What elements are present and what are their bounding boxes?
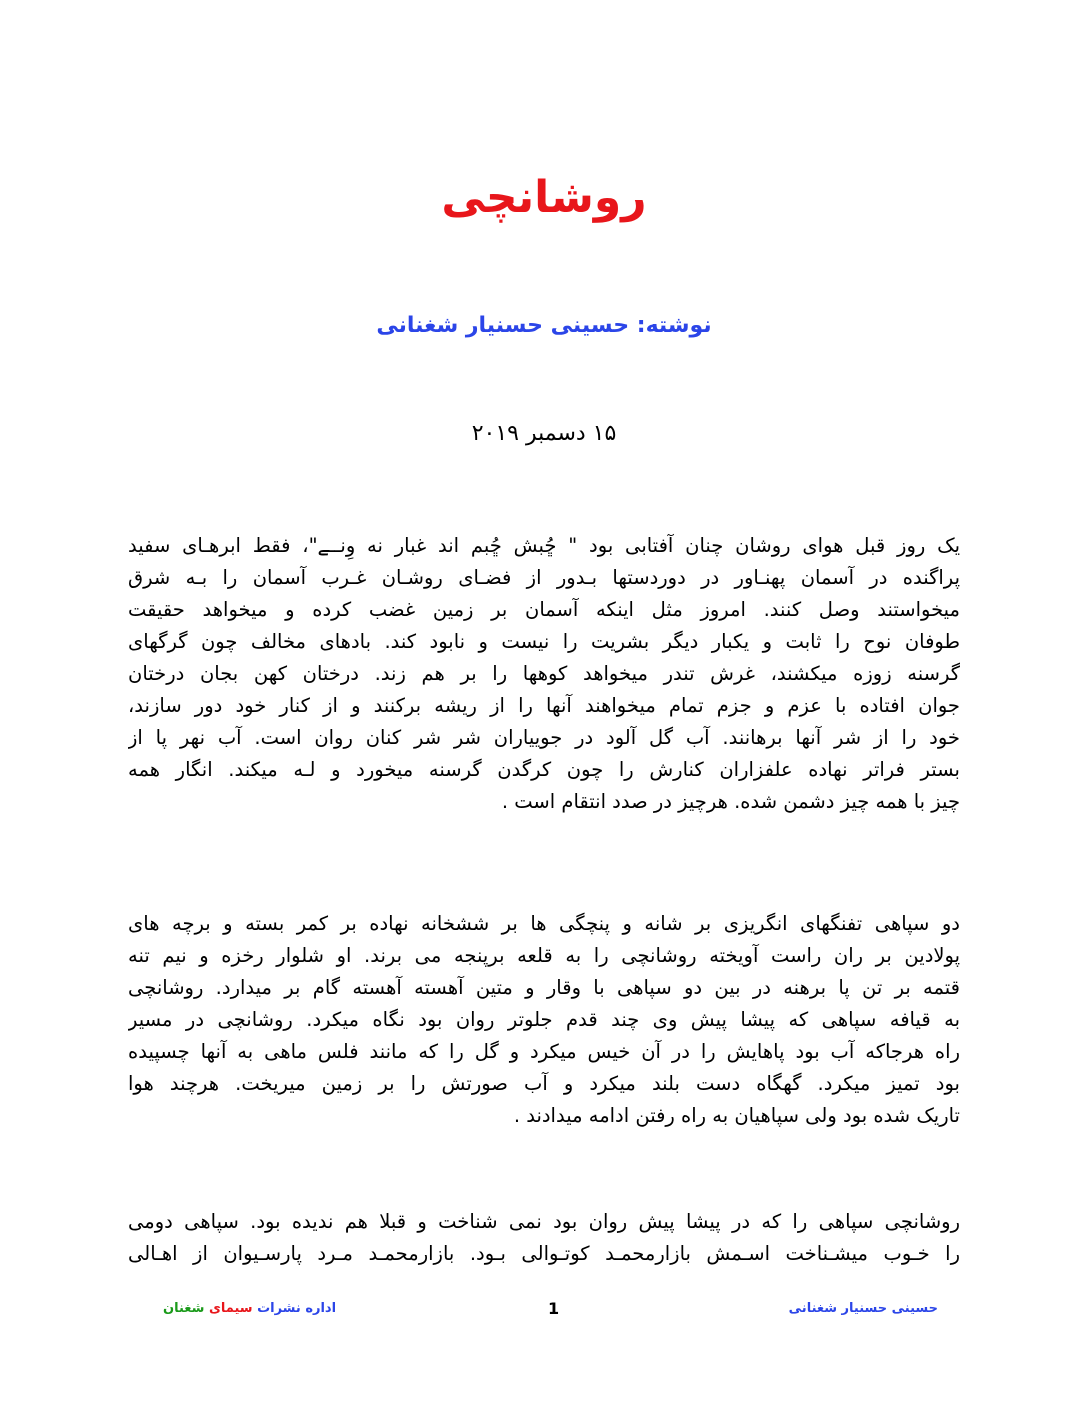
- paragraph-line: قتمه بر تن پا برهنه در بین دو سپاهی با وقار و متین آهسته آهسته گام بر میدارد. روشانچی: [128, 976, 960, 999]
- paragraph-line: پراگنده در آسمان پهنـاور در دوردستها بـدور از فضـای روشـان غـرب آسمان را بـه شرق: [128, 566, 960, 589]
- paragraph-line: تاریک شده بود ولی سپاهیان به راه رفتن ادامه میدادند .: [513, 1104, 960, 1127]
- paragraph-line: بود تمیز میکرد. گهگاه دست بلند میکرد و آب صورتش را بر زمین میریخت. هرچند هوا: [128, 1072, 960, 1095]
- paragraph-line: به قیافه سپاهی که پیشا پیش وی چند قدم جلوتر روان بود نگاه میکرد. روشانچی در مسیر: [128, 1008, 960, 1031]
- footer-publisher: [163, 1294, 336, 1324]
- paragraph-line: بستر فراتر نهاده علفزاران کنارش را چون کرگدن گرسنه میخورد و لـه میکند. انگار همه: [128, 758, 960, 781]
- paragraph-1: [128, 530, 960, 818]
- paragraph-line: طوفان نوح را ثابت و یکبار دیگر بشریت را نیست و نابود کند. بادهای مخالف چون گرگهای: [128, 630, 960, 653]
- paragraph-line: میخواستند وصل کنند. امروز مثل اینکه آسمان بر زمین غضب کرده و میخواهد حقیقت: [128, 598, 960, 621]
- page-number: 1: [548, 1299, 560, 1318]
- page-footer: [0, 1294, 1088, 1324]
- publisher-part: اداره نشرات: [257, 1301, 337, 1316]
- paragraph-line: را خـوب میشـناخت اسـمش بازارمحمـد کوتـوالی بـود. بازارمحمـد مـرد پارسـیوان از اهـالی: [128, 1242, 960, 1265]
- publisher-part: شغنان: [163, 1301, 205, 1316]
- document-date: ۱۵ دسمبر ۲۰۱۹: [471, 421, 617, 446]
- paragraph-2: [128, 908, 960, 1132]
- paragraph-line: گرسنه زوزه میکشند، غرش تندر میخواهد کوهها را بر هم زند. درختان کهن بجان درختان: [128, 662, 960, 685]
- paragraph-line: دو سپاهی تفنگهای انگریزی بر شانه و پنچگی ها بر ششخانه نهاده بر کمر بسته و برچه های: [128, 912, 960, 935]
- footer-author: حسینی حسنیار شغنانی: [788, 1301, 938, 1316]
- paragraph-line: راه هرجاکه آب بود پاهایش را در آن خیس میکرد و گل را که مانند فلس ماهی به آنها چسپیده: [128, 1040, 960, 1063]
- publisher-part: سیمای: [208, 1301, 253, 1316]
- author-line: نوشته: حسینی حسنیار شغنانی: [376, 313, 712, 338]
- paragraph-line: روشانچی سپاهی را که در پیشا پیش روان بود نمی شناخت و قبلا هم ندیده بود. سپاهی دومی: [128, 1210, 960, 1233]
- paragraph-line: خود را از شر آنها برهانند. آب گل آلود در جوییاران شر شر کنان روان است. آب نهر پا از: [128, 726, 960, 749]
- paragraph-line: یک روز قبل هوای روشان چنان آفتابی بود " ڇُبش ڇُبم اند غبار نه وِنــے"، فقط ابرهـای سفید: [128, 534, 960, 557]
- paragraph-line: پولادین بر ران راست آویخته روشانچی را به قلعه برپنجه می برند. او شلوار رخزه و نیم تنه: [128, 944, 960, 967]
- paragraph-3: [128, 1206, 960, 1270]
- document-title: روشانچی: [441, 172, 647, 223]
- paragraph-line: جوان افتاده با عزم و جزم تمام میخواهند آنها را از ریشه برکنند و از کنار خود دور سازند،: [128, 694, 960, 717]
- paragraph-line: چیز با همه چیز دشمن شده. هرچیز در صدد انتقام است .: [501, 790, 960, 813]
